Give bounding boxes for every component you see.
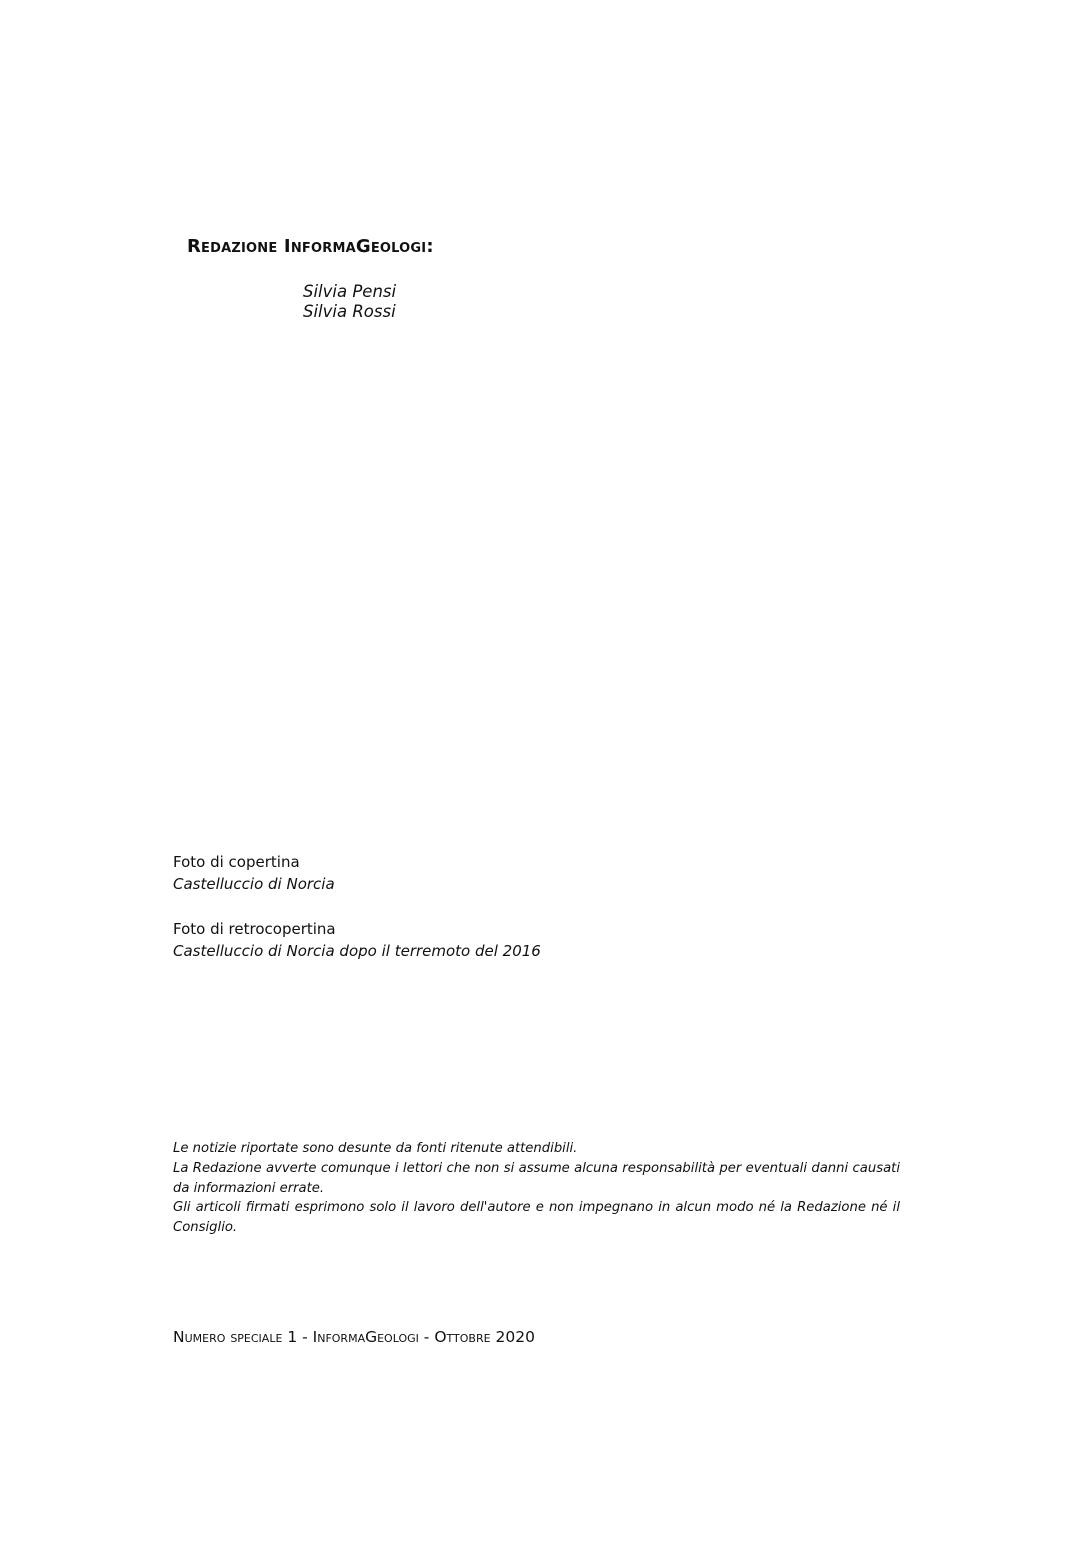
editor-name: Silvia Rossi (303, 302, 396, 321)
back-cover-photo-label: Foto di retrocopertina (173, 920, 336, 938)
disclaimer (173, 1139, 900, 1238)
redazione-title: Redazione InformaGeologi: (187, 236, 434, 257)
issue-footer: Numero speciale 1 - InformaGeologi - Ottobre 2020 (173, 1328, 535, 1346)
back-cover-photo-value: Castelluccio di Norcia dopo il terremoto del 2016 (173, 942, 541, 960)
disclaimer-line: Le notizie riportate sono desunte da fonti ritenute attendibili. (173, 1141, 578, 1156)
cover-photo-value: Castelluccio di Norcia (173, 875, 335, 893)
editor-name: Silvia Pensi (303, 282, 397, 301)
disclaimer-line: La Redazione avverte comunque i lettori che non si assume alcuna responsabilità per eventuali danni causati da informazioni errate. (173, 1160, 900, 1196)
cover-photo-label: Foto di copertina (173, 853, 300, 871)
disclaimer-line: Gli articoli firmati esprimono solo il lavoro dell'autore e non impegnano in alcun modo né la Redazione né il Consiglio. (173, 1200, 900, 1236)
editors-list (303, 282, 396, 322)
photo-credits (173, 851, 541, 962)
